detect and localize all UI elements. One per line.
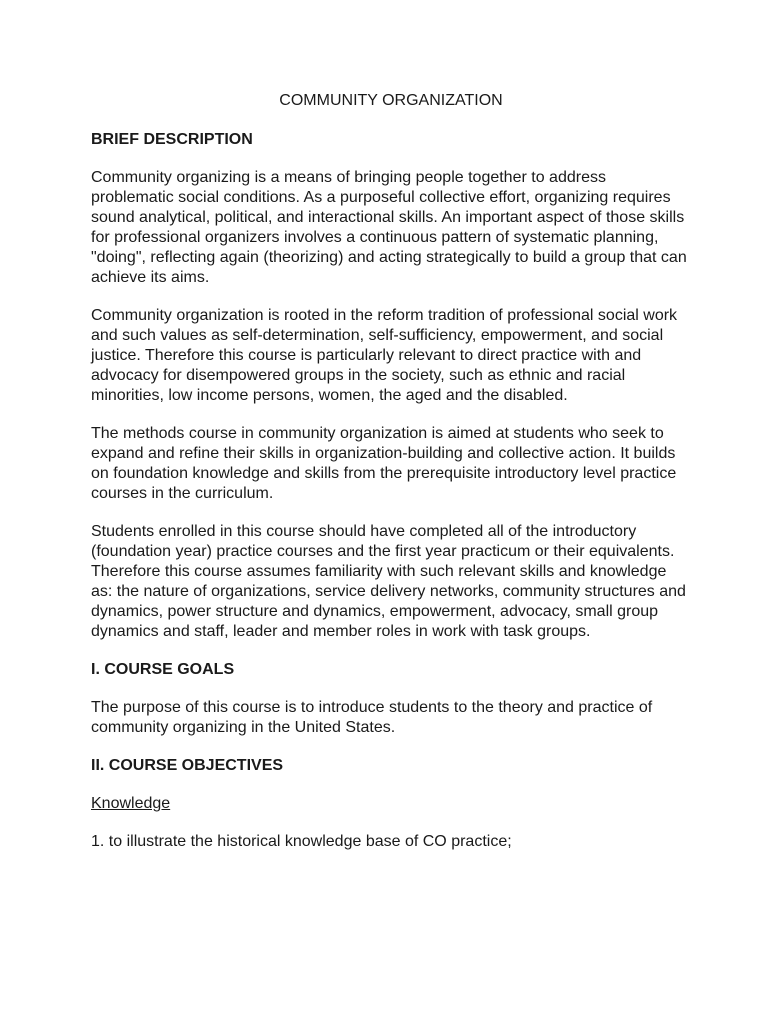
knowledge-subheading: Knowledge — [91, 795, 171, 812]
brief-description-paragraph-1: Community organizing is a means of bringing people together to address problematic social conditions. As a purposeful collective effort, organizing requires sound analytical, political, and interactional skills. An important aspect of those skills for professional organizers involves a continuous pattern of systematic planning, "doing", reflecting again (theorizing) and acting strategically to build a group that can achieve its aims. — [91, 169, 687, 286]
course-goals-paragraph: The purpose of this course is to introduce students to the theory and practice of community organizing in the United States. — [91, 699, 653, 736]
document-page — [91, 91, 691, 852]
brief-description-paragraph-4: Students enrolled in this course should have completed all of the introductory (foundation year) practice courses and the first year practicum or their equivalents. Therefore this course assumes familiarity with such relevant skills and knowledge as: the nature of organizations, service delivery networks, community structures and dynamics, power structure and dynamics, empowerment, advocacy, small group dynamics and staff, leader and member roles in work with task groups. — [91, 523, 686, 640]
document-title: COMMUNITY ORGANIZATION — [279, 92, 503, 109]
brief-description-paragraph-3: The methods course in community organization is aimed at students who seek to expand and refine their skills in organization-building and collective action. It builds on foundation knowledge and skills from the prerequisite introductory level practice courses in the curriculum. — [91, 425, 677, 502]
course-objectives-heading: II. COURSE OBJECTIVES — [91, 757, 284, 774]
course-goals-heading: I. COURSE GOALS — [91, 661, 235, 678]
brief-description-paragraph-2: Community organization is rooted in the reform tradition of professional social work and such values as self-determination, self-sufficiency, empowerment, and social justice. Therefore this course is particularly relevant to direct practice with and advocacy for disempowered groups in the society, such as ethnic and racial minorities, low income persons, women, the aged and the disabled. — [91, 307, 678, 404]
brief-description-heading: BRIEF DESCRIPTION — [91, 131, 253, 148]
objective-item: 1. to illustrate the historical knowledge base of CO practice; — [91, 833, 512, 850]
